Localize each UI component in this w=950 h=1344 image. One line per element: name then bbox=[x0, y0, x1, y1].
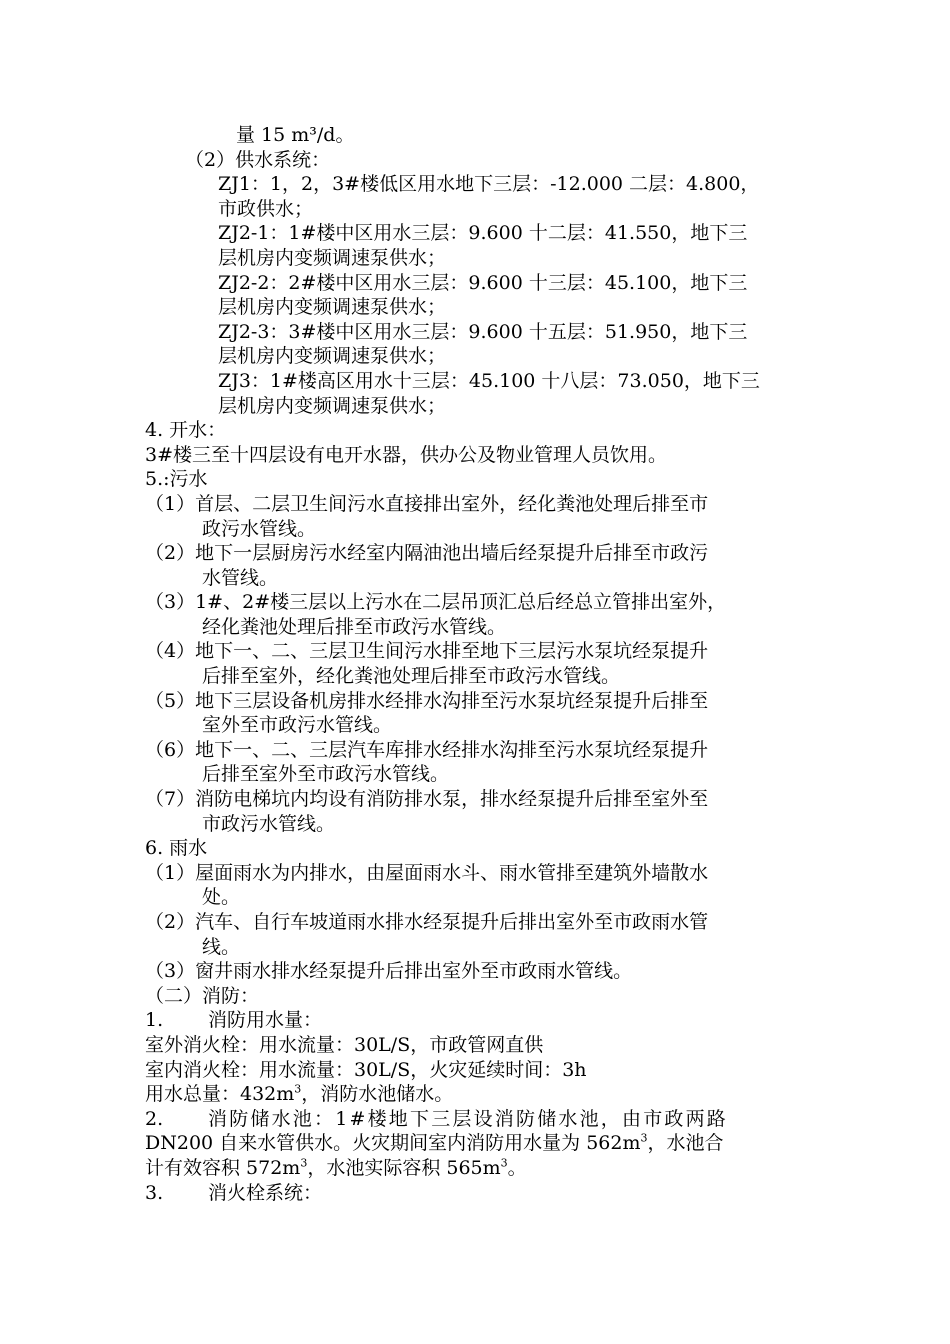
text-line: ZJ3：1#楼高区用水十三层：45.100 十八层：73.050，地下三 bbox=[218, 369, 760, 392]
list-item bbox=[145, 590, 810, 615]
item-text: 汽车、自行车坡道雨水排水经泵提升后排出室外至市政雨水管 bbox=[195, 911, 709, 933]
list-item bbox=[145, 738, 810, 763]
item-text: 屋面雨水为内排水，由屋面雨水斗、雨水管排至建筑外墙散水 bbox=[195, 861, 709, 884]
list-item bbox=[145, 689, 810, 714]
superscript: 3 bbox=[640, 1132, 648, 1146]
text-run: 。 bbox=[507, 1156, 527, 1179]
list-item bbox=[145, 492, 810, 517]
superscript: 3 bbox=[500, 1156, 508, 1170]
text-line bbox=[145, 1156, 810, 1181]
text-line: 市政供水； bbox=[218, 197, 314, 220]
text-run: 计有效容积 572m bbox=[145, 1156, 301, 1179]
list-item bbox=[145, 910, 810, 935]
item-text: 消防储水池：1#楼地下三层设消防储水池，由市政两路 bbox=[208, 1107, 729, 1130]
item-number: 2. bbox=[145, 1107, 164, 1130]
item-number: （5） bbox=[145, 689, 196, 712]
item-text: 地下三层设备机房排水经排水沟排至污水泵坑经泵提升后排至 bbox=[195, 689, 709, 712]
list-item bbox=[145, 959, 810, 984]
item-number: （1） bbox=[145, 492, 196, 515]
item-text: 消防电梯坑内均设有消防排水泵，排水经泵提升后排至室外至 bbox=[195, 788, 709, 811]
item-text: 地下一层厨房污水经室内隔油池出墙后经泵提升后排至市政污 bbox=[195, 542, 709, 565]
item-number: （2） bbox=[145, 911, 196, 933]
text-line: 3#楼三至十四层设有电开水器，供办公及物业管理人员饮用。 bbox=[145, 443, 668, 466]
section-heading: （二）消防： bbox=[145, 984, 260, 1007]
text-line bbox=[145, 1082, 810, 1107]
section-heading: 4. 开水： bbox=[145, 419, 227, 442]
item-text-cont: 后排至室外至市政污水管线。 bbox=[202, 763, 450, 786]
text-run: ，水池实际容积 565m bbox=[307, 1156, 501, 1179]
item-text: 地下一、二、三层卫生间污水排至地下三层污水泵坑经泵提升 bbox=[195, 640, 709, 663]
list-item bbox=[145, 787, 810, 812]
item-number: 3. bbox=[145, 1181, 164, 1204]
text-line: 室内消火栓：用水流量：30L/S，火灾延续时间：3h bbox=[145, 1058, 587, 1081]
text-run: 用水总量：432m bbox=[145, 1083, 295, 1106]
item-text-cont: 室外至市政污水管线。 bbox=[202, 714, 393, 737]
numbered-heading bbox=[145, 1107, 810, 1132]
item-number: （3） bbox=[145, 591, 196, 614]
document-body bbox=[145, 123, 810, 1205]
item-text: 消火栓系统： bbox=[208, 1181, 323, 1204]
item-text-cont: 市政污水管线。 bbox=[202, 812, 336, 835]
text-run: ，消防水池储水。 bbox=[301, 1083, 454, 1106]
item-text-cont: 水管线。 bbox=[202, 566, 279, 589]
item-number: 1. bbox=[145, 1009, 164, 1032]
item-text: 地下一、二、三层汽车库排水经排水沟排至污水泵坑经泵提升 bbox=[195, 738, 709, 761]
text-line: 层机房内变频调速泵供水； bbox=[218, 246, 447, 269]
text-line: 量 15 m³/d。 bbox=[236, 124, 355, 146]
list-item bbox=[145, 541, 810, 566]
numbered-heading bbox=[145, 1181, 810, 1206]
text-line: （2）供水系统： bbox=[185, 148, 331, 171]
item-number: （6） bbox=[145, 738, 196, 761]
item-number: （2） bbox=[145, 542, 196, 565]
superscript: 3 bbox=[294, 1082, 302, 1096]
item-text: 消防用水量： bbox=[208, 1009, 323, 1032]
numbered-heading bbox=[145, 1008, 810, 1033]
text-line: 室外消火栓：用水流量：30L/S，市政管网直供 bbox=[145, 1033, 544, 1056]
text-line: ZJ2-1：1#楼中区用水三层：9.600 十二层：41.550，地下三 bbox=[218, 222, 748, 245]
item-text-cont: 后排至室外，经化粪池处理后排至市政污水管线。 bbox=[202, 665, 621, 688]
item-number: （3） bbox=[145, 960, 196, 983]
item-text-cont: 处。 bbox=[202, 886, 241, 909]
item-text-cont: 政污水管线。 bbox=[202, 517, 317, 540]
section-heading: 6. 雨水 bbox=[145, 837, 208, 860]
text-line bbox=[145, 1131, 810, 1156]
list-item bbox=[145, 861, 810, 886]
item-number: （4） bbox=[145, 640, 196, 663]
text-run: DN200 自来水管供水。火灾期间室内消防用水量为 562m bbox=[145, 1132, 641, 1155]
superscript: 3 bbox=[300, 1156, 308, 1170]
text-line: ZJ1：1，2，3#楼低区用水地下三层：-12.000 二层：4.800， bbox=[218, 173, 760, 196]
list-item bbox=[145, 639, 810, 664]
item-text: 首层、二层卫生间污水直接排出室外，经化粪池处理后排至市 bbox=[195, 492, 709, 515]
text-line: 层机房内变频调速泵供水； bbox=[218, 394, 447, 417]
item-text-cont: 线。 bbox=[202, 935, 241, 958]
item-number: （1） bbox=[145, 861, 196, 884]
item-text-cont: 经化粪池处理后排至市政污水管线。 bbox=[202, 615, 507, 638]
item-text: 1#、2#楼三层以上污水在二层吊顶汇总后经总立管排出室外， bbox=[195, 591, 727, 614]
text-line: 层机房内变频调速泵供水； bbox=[218, 296, 447, 319]
item-text: 窗井雨水排水经泵提升后排出室外至市政雨水管线。 bbox=[195, 960, 633, 983]
item-number: （7） bbox=[145, 788, 196, 811]
text-run: ，水池合 bbox=[647, 1132, 724, 1155]
text-line: ZJ2-2：2#楼中区用水三层：9.600 十三层：45.100，地下三 bbox=[218, 271, 748, 294]
text-line: 层机房内变频调速泵供水； bbox=[218, 345, 447, 368]
section-heading: 5.:污水 bbox=[145, 468, 208, 491]
text-line: ZJ2-3：3#楼中区用水三层：9.600 十五层：51.950，地下三 bbox=[218, 320, 748, 343]
